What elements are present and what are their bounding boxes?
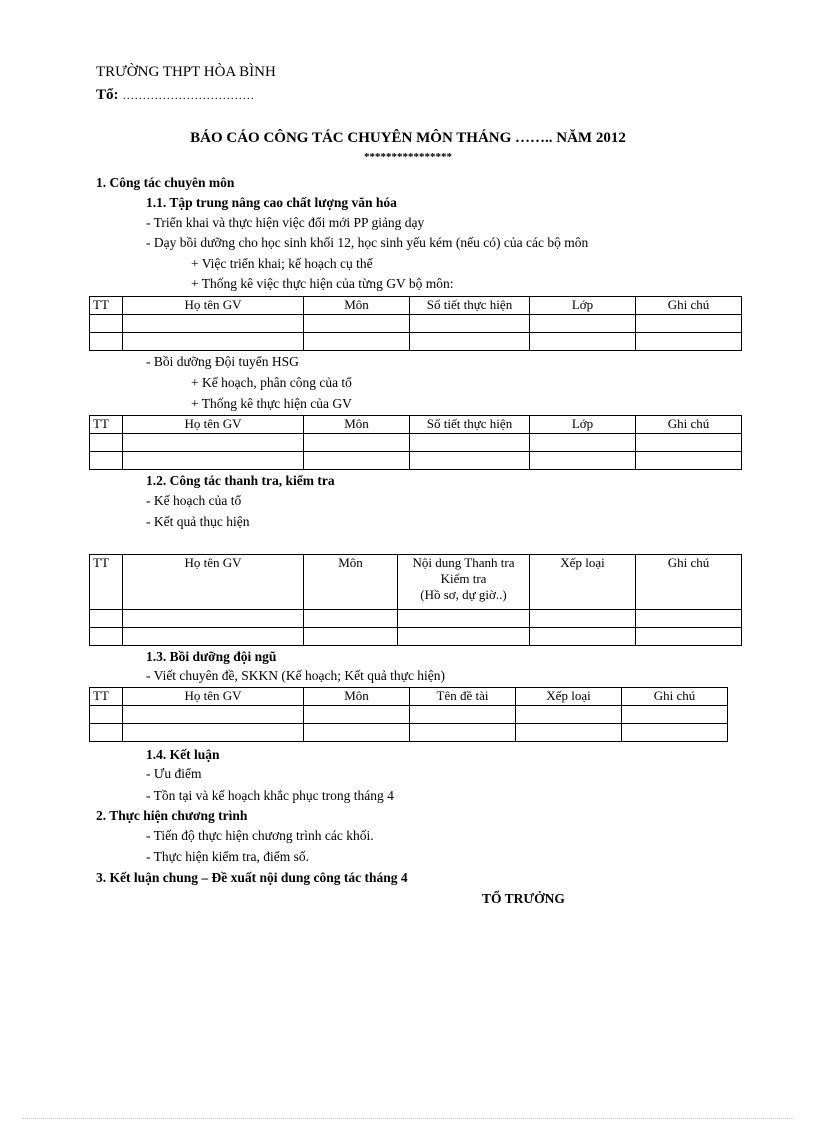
table-header-row [90,688,728,706]
col-header: Lớp [530,416,636,434]
list-item: + Việc triển khai; kế hoạch cụ thể [191,256,373,271]
section-2-title: 2. Thực hiện chương trình [96,808,248,823]
col-header: Số tiết thực hiện [410,297,530,315]
col-header: Môn [304,297,410,315]
col-header: TT [90,297,123,315]
list-item: - Dạy bồi dưỡng cho học sinh khối 12, học sinh yếu kém (nếu có) của các bộ môn [146,235,589,250]
table-header-row [90,555,742,610]
section-1-2-title: 1.2. Công tác thanh tra, kiểm tra [146,473,335,488]
list-item: - Viết chuyên đề, SKKN (Kế hoạch; Kết quả thực hiện) [146,668,446,683]
list-item: - Triển khai và thực hiện việc đổi mới PP giảng dạy [146,215,425,230]
col-header: Xếp loại [516,688,622,706]
inspection-table [89,554,742,646]
table-row [90,628,742,646]
group-label: Tổ: [96,87,119,103]
col-header: Ghi chú [636,555,742,610]
col-header: Ghi chú [636,416,742,434]
section-1-title: 1. Công tác chuyên môn [96,175,235,190]
col-header: Họ tên GV [123,688,304,706]
hsg-stats-table [89,415,742,470]
table-row [90,724,728,742]
col-header: Xếp loại [530,555,636,610]
col-header: TT [90,416,123,434]
col-header-line: Nội dung Thanh tra [412,555,515,570]
table-row [90,434,742,452]
page-divider [22,1118,794,1119]
list-item: + Thống kê thực hiện của GV [191,396,352,411]
list-item: + Thống kê việc thực hiện của từng GV bộ môn: [191,276,454,291]
col-header-line: (Hồ sơ, dự giờ..) [420,587,507,602]
section-3-title: 3. Kết luận chung – Đề xuất nội dung công tác tháng 4 [96,870,408,885]
list-item: - Ưu điểm [146,766,202,781]
list-item: - Thực hiện kiểm tra, điểm số. [146,849,310,864]
col-header: TT [90,555,123,610]
table-row [90,706,728,724]
list-item: - Kế hoạch của tổ [146,493,242,508]
table-header-row [90,416,742,434]
teacher-stats-table [89,296,742,351]
title-stars: **************** [364,151,452,163]
list-item: - Kết quả thục hiện [146,514,250,529]
col-header: Lớp [530,297,636,315]
col-header: Môn [304,416,410,434]
table-header-row [90,297,742,315]
list-item: - Bồi dưỡng Đội tuyển HSG [146,354,299,369]
group-line [96,88,254,103]
col-header: Môn [304,555,398,610]
col-header-line: Kiểm tra [440,571,487,586]
report-title: BÁO CÁO CÔNG TÁC CHUYÊN MÔN THÁNG …….. NĂM 2012 [190,130,626,146]
group-dots: …………………………… [122,88,255,102]
list-item: - Tiến độ thực hiện chương trình các khối. [146,828,374,843]
table-row [90,452,742,470]
section-1-3-title: 1.3. Bồi dưỡng đội ngũ [146,649,277,664]
col-header: Số tiết thực hiện [410,416,530,434]
section-1-1-title: 1.1. Tập trung nâng cao chất lượng văn hóa [146,195,397,210]
table-row [90,610,742,628]
section-1-4-title: 1.4. Kết luận [146,747,220,762]
col-header: Môn [304,688,410,706]
col-header: TT [90,688,123,706]
col-header: Họ tên GV [123,416,304,434]
list-item: - Tồn tại và kế hoạch khắc phục trong tháng 4 [146,788,394,803]
col-header: Họ tên GV [123,555,304,610]
list-item: + Kế hoạch, phân công của tổ [191,375,352,390]
col-header-content [398,555,530,610]
col-header: Ghi chú [622,688,728,706]
col-header: Họ tên GV [123,297,304,315]
signature-label: TỔ TRƯỞNG [482,891,565,906]
school-name: TRƯỜNG THPT HÒA BÌNH [96,64,276,80]
table-row [90,333,742,351]
training-table [89,687,728,742]
col-header: Tên đề tài [410,688,516,706]
table-row [90,315,742,333]
col-header: Ghi chú [636,297,742,315]
